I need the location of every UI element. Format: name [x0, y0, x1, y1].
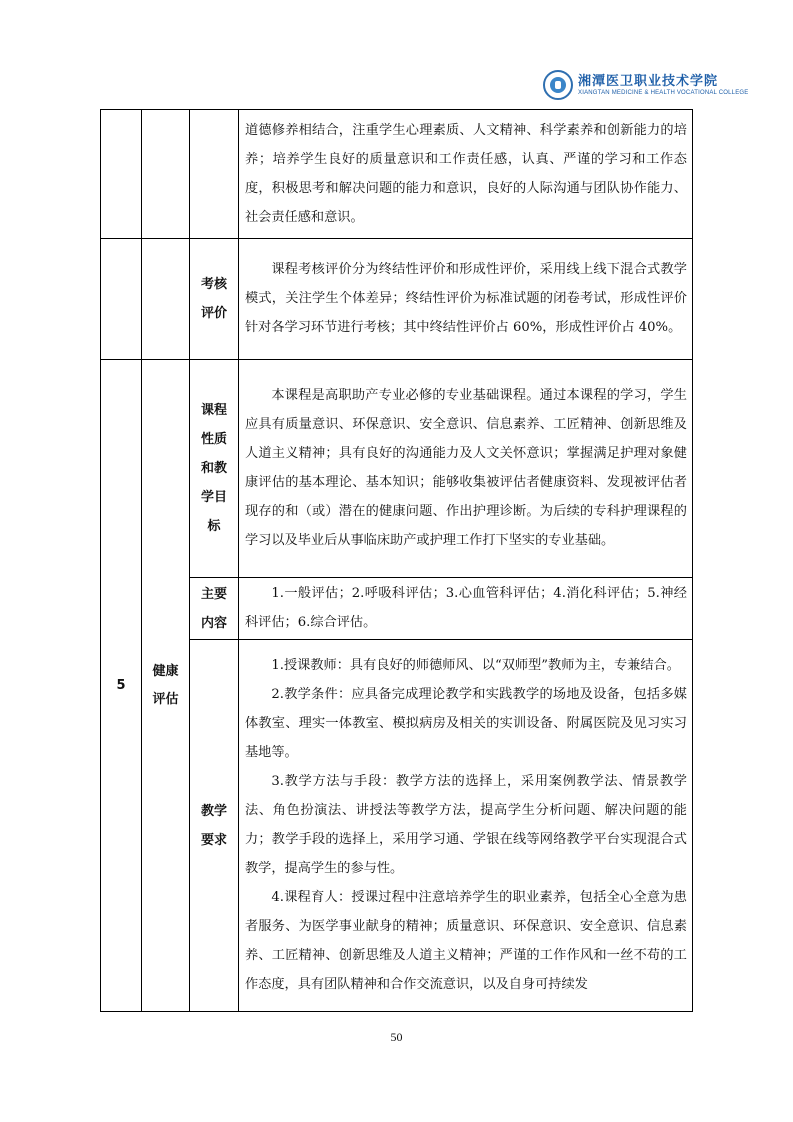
requirements-label: 教学要求 — [190, 640, 239, 1012]
school-name-cn: 湘潭医卫职业技术学院 — [578, 73, 719, 89]
course-number: 5 — [101, 360, 142, 1012]
school-seal-icon — [543, 70, 573, 100]
empty-label-cell — [190, 110, 239, 239]
school-name-en: XIANGTAN MEDICINE & HEALTH VOCATIONAL COLLEGE — [578, 89, 749, 96]
empty-number-cell — [101, 110, 142, 239]
content-text: 1.一般评估；2.呼吸科评估；3.心血管科评估；4.消化科评估；5.神经科评估；6.综合评估。 — [245, 586, 687, 630]
table-row — [101, 640, 693, 1012]
empty-name-cell — [142, 239, 190, 360]
content-label: 主要内容 — [190, 578, 239, 640]
requirement-item: 2.教学条件：应具备完成理论教学和实践教学的场地及设备，包括多媒体教室、理实一体教室、模拟病房及相关的实训设备、附属医院及见习实习基地等。 — [245, 687, 687, 760]
objectives-text-cell — [239, 360, 693, 578]
content-text-cell — [239, 578, 693, 640]
table-row — [101, 578, 693, 640]
requirement-item: 4.课程育人：授课过程中注意培养学生的职业素养，包括全心全意为患者服务、为医学事业献身的精神；质量意识、环保意识、安全意识、信息素养、工匠精神、创新思维及人道主义精神；严谨的工作作风和一丝不苟的工作态度，具有团队精神和合作交流意识，以及自身可持续发 — [245, 890, 687, 992]
objectives-label: 课程性质和教学目标 — [190, 360, 239, 578]
continued-text: 道德修养相结合，注重学生心理素质、人文精神、科学素养和创新能力的培养；培养学生良好的质量意识和工作责任感，认真、严谨的学习和工作态度，积极思考和解决问题的能力和意识，良好的人际沟通与团队协作能力、社会责任感和意识。 — [245, 122, 687, 225]
requirements-text-cell — [239, 640, 693, 1012]
table-row — [101, 239, 693, 360]
school-logo — [543, 70, 748, 100]
assessment-text-cell — [239, 239, 693, 360]
assessment-label: 考核评价 — [190, 239, 239, 360]
continued-text-cell — [239, 110, 693, 239]
course-table — [100, 109, 693, 1012]
requirement-item: 3.教学方法与手段：教学方法的选择上，采用案例教学法、情景教学法、角色扮演法、讲授法等教学方法，提高学生分析问题、解决问题的能力；教学手段的选择上，采用学习通、学银在线等网络教学平台实现混合式教学，提高学生的参与性。 — [245, 774, 687, 876]
table-row — [101, 360, 693, 578]
empty-number-cell — [101, 239, 142, 360]
table-row — [101, 110, 693, 239]
assessment-text: 课程考核评价分为终结性评价和形成性评价，采用线上线下混合式教学模式，关注学生个体差异；终结性评价为标准试题的闭卷考试，形成性评价针对各学习环节进行考核；其中终结性评价占 60%，形成性评价占 40%。 — [245, 262, 687, 335]
page-number: 50 — [390, 1030, 403, 1044]
school-name — [578, 74, 748, 97]
course-name: 健康评估 — [142, 360, 190, 1012]
objectives-text: 本课程是高职助产专业必修的专业基础课程。通过本课程的学习，学生应具有质量意识、环保意识、安全意识、信息素养、工匠精神、创新思维及人道主义精神；具有良好的沟通能力及人文关怀意识；掌握满足护理对象健康评估的基本理论、基本知识；能够收集被评估者健康资料、发现被评估者现存的和（或）潜在的健康问题、作出护理诊断。为后续的专科护理课程的学习以及毕业后从事临床助产或护理工作打下坚实的专业基础。 — [245, 388, 687, 548]
empty-name-cell — [142, 110, 190, 239]
requirement-item: 1.授课教师：具有良好的师德师风、以“双师型”教师为主，专兼结合。 — [271, 658, 680, 673]
